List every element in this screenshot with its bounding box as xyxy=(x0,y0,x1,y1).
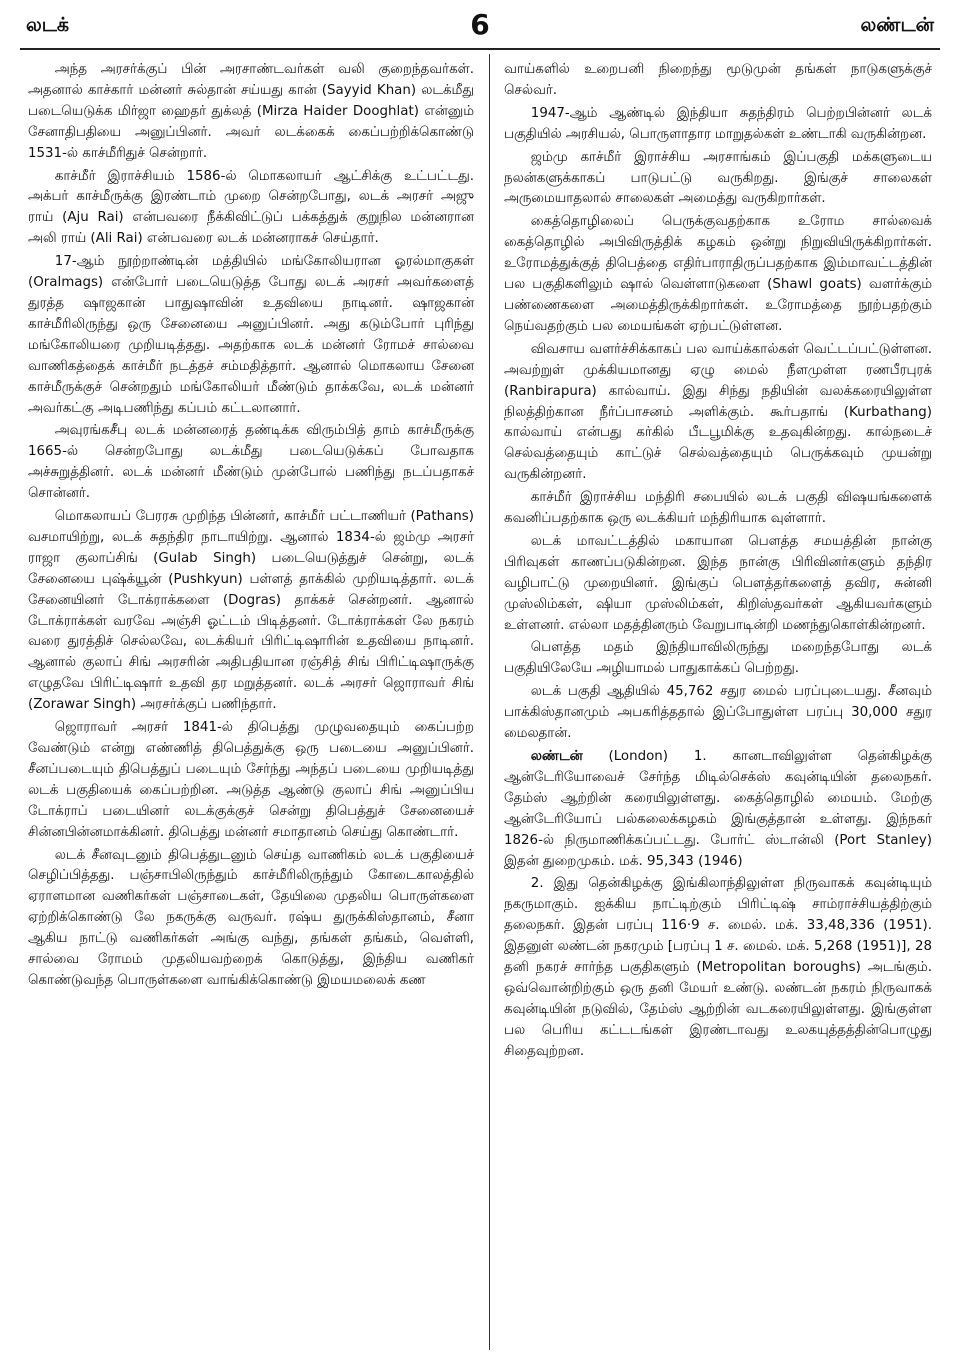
page-header xyxy=(26,10,934,46)
running-head-right: லண்டன் xyxy=(860,14,934,36)
column-divider xyxy=(489,54,490,1350)
paragraph: 17-ஆம் நூற்றாண்டின் மத்தியில் மங்கோலியரான ஓரல்மாகுகள் (Oralmags) என்போர் படையெடுத்த போது லடக் அரசர் அவர்களைத் துரத்த ஷாஜகான் பாதுஷாவின் உதவியை நாடினர். ஷாஜகான் காச்மீரிலிருந்து ஒரு சேனையை அனுப்பினர். அது கடும்போர் புரிந்து மங்கோலியரை முறியடித்தது. அதற்காக லடக் மன்னர் ரோமச் சால்வை வாணிகத்தைக் காச்மீர் நடத்தச் சம்மதித்தார். ஆனால் மொகலாய சேனை காச்மீருக்குச் சென்றதும் மங்கோலியர் மீண்டும் தாக்கவே, லடக் மன்னர் அவர்கட்கு அடிபணிந்து கப்பம் கட்டலானார். xyxy=(28,254,474,416)
paragraph: கைத்தொழிலைப் பெருக்குவதற்காக உரோம சால்வைக் கைத்தொழில் அபிவிருத்திக் கழகம் ஒன்று நிறுவியிருக்கிறார்கள். உரோமத்துக்குத் திபெத்தை எதிர்பாராதிருப்பதற்காக இம்மாவட்டத்தின் பல பகுதிகளிலும் ஷால் வெள்ளாடுகளை (Shawl goats) வளர்க்கும் பண்ணைகளை அமைத்திருக்கிறார்கள். உரோமத்தை நூற்பதற்கும் நெய்வதற்கும் பல மையங்கள் ஏற்பட்டுள்ளன. xyxy=(504,214,932,334)
paragraph: லடக் சீனவுடனும் திபெத்துடனும் செய்த வாணிகம் லடக் பகுதியைச் செழிப்பித்தது. பஞ்சாபிலிருந்தும் காச்மீரிலிருந்தும் கோடைகாலத்தில் ஏராளமான வணிகர்கள் பஞ்சாடைகள், தேயிலை முதலிய பொருள்களை ஏற்றிக்கொண்டு லே நகருக்கு வருவர். ரஷ்ய துருக்கிஸ்தானம், சீனா ஆகிய நாட்டு வணிகர்கள் அங்கு வந்து, தங்கள் தங்கம், வெள்ளி, சால்வை ரோமம் முதலியவற்றைக் கொடுத்து, இந்திய வணிகர் கொண்டுவந்த பொருள்களை வாங்கிக்கொண்டு இமயமலைக் கண xyxy=(28,847,474,988)
paragraph: விவசாய வளர்ச்சிக்காகப் பல வாய்க்கால்கள் வெட்டப்பட்டுள்ளன. அவற்றுள் முக்கியமானது ஏழு மைல் நீளமுள்ள ரணபீரபுரக் (Ranbirapura) கால்வாய். இது சிந்து நதியின் வலக்கரையிலுள்ள நிலத்திற்கான நீர்ப்பாசனம் அளிக்கும். கூர்பதாங் (Kurbathang) கால்வாய் என்பது கர்கில் பீடபூமிக்கு உதவுகின்றது. கால்நடைச் செல்வத்தையும் காட்டுச் செல்வத்தையும் பெருக்கவும் முயன்று வருகின்றனர். xyxy=(504,341,932,483)
page-number: 6 xyxy=(470,8,490,41)
paragraph: பௌத்த மதம் இந்தியாவிலிருந்து மறைந்தபோது லடக் பகுதியிலேயே அழியாமல் பாதுகாக்கப் பெற்றது. xyxy=(504,640,932,677)
header-rule xyxy=(20,48,940,50)
paragraph: மொகலாயப் பேரரசு முறிந்த பின்னர், காச்மீர் பட்டாணியர் (Pathans) வசமாயிற்று, லடக் சுதந்திர நாடாயிற்று. ஆனால் 1834-ல் ஜம்மு அரசர் ராஜா குலாப்சிங் (Gulab Singh) படையெடுத்துச் சென்று, லடக் சேனையை புஷ்க்யூன் (Pushkyun) பள்ளத் தாக்கில் முறியடித்தார். லடக் சேனையினர் டோக்ராக்களை (Dogras) தாக்கச் சென்றனர். ஆனால் டோக்ராக்கள் வரவே அஞ்சி ஓட்டம் பிடித்தனர். டோக்ராக்கள் லே நகரம் வரை துரத்திச் செல்லவே, லடக்கியர் பிரிட்டிஷாரின் உதவியை நாடினர். ஆனால் குலாப் சிங் அரசரின் அதிபதியான ரஞ்சித் சிங் பிரிட்டிஷாருக்கு எழுதவே பிரிட்டிஷார் உதவி தர மறுத்தனர். லடக் அரசர் ஜொராவர் சிங் (Zorawar Singh) அரசர்க்குப் பணிந்தார். xyxy=(28,509,474,713)
paragraph: 1947-ஆம் ஆண்டில் இந்தியா சுதந்திரம் பெற்றபின்னர் லடக் பகுதியில் அரசியல், பொருளாதார மாறுதல்கள் உண்டாகி வருகின்றன. xyxy=(504,105,932,142)
paragraph: லடக் மாவட்டத்தில் மகாயான பௌத்த சமயத்தின் நான்கு பிரிவுகள் காணப்படுகின்றன. இந்த நான்கு பிரிவினர்களும் தந்திர வழிபாட்டு முறையினர். இங்குப் பௌத்தர்களைத் தவிர, சுன்னி முஸ்லிம்கள், ஷியா முஸ்லிம்கள், கிறிஸ்தவர்கள் ஆகியவர்களும் உள்ளனர். எல்லா மதத்தினரும் வேறுபாடின்றி மணந்துகொள்கின்றனர். xyxy=(504,533,932,633)
paragraph: அவுரங்கசீபு லடக் மன்னரைத் தண்டிக்க விரும்பித் தாம் காச்மீருக்கு 1665-ல் சென்றபோது லடக்மீது படையெடுக்கப் போவதாக அச்சுறுத்தினர். லடக் மன்னர் மீண்டும் முன்போல் பணிந்து நடப்பதாகச் சொன்னர். xyxy=(28,423,474,502)
paragraph: லடக் பகுதி ஆதியில் 45,762 சதுர மைல் பரப்புடையது. சீனவும் பாக்கிஸ்தானமும் அபகரித்ததால் இப்போதுள்ள பரப்பு 30,000 சதுர மைலதான். xyxy=(504,684,932,742)
entry-london xyxy=(504,747,932,872)
left-column xyxy=(28,60,474,994)
entry-text: (London) 1. கானடாவிலுள்ள தென்கிழக்கு ஆன்டேரியோவைச் சேர்ந்த மிடில்செக்ஸ் கவுன்டியின் தலைநகர். தேம்ஸ் ஆற்றின் கரையிலுள்ளது. கைத்தொழில் மையம். மேற்கு ஆன்டேரியோப் பல்கலைக்கழகம் இங்குத்தான் உள்ளது. இந்நகர் 1826-ல் நிருமாணிக்கப்பட்டது. போர்ட் ஸ்டான்லி (Port Stanley) இதன் துறைமுகம். மக். 95,343 (1946) xyxy=(504,749,932,869)
right-column xyxy=(504,60,932,1065)
running-head-left: லடக் xyxy=(26,14,70,36)
paragraph: அந்த அரசர்க்குப் பின் அரசாண்டவர்கள் வலி குறைந்தவர்கள். அதனால் காச்கார் மன்னர் சுல்தான் சய்யது கான் (Sayyid Khan) லடக்மீது படையெடுக்க மிர்ஜா ஹைதர் துக்லத் (Mirza Haider Dooghlat) என்னும் சேனாதிபதியை அனுப்பினர். அவர் லடக்கைக் கைப்பற்றிக்கொண்டு 1531-ல் காச்மீரிதுச் சென்றார். xyxy=(28,62,474,161)
paragraph: காச்மீர் இராச்சியம் 1586-ல் மொகலாயர் ஆட்சிக்கு உட்பட்டது. அக்பர் காச்மீருக்கு இரண்டாம் முறை சென்றபோது, லடக் அரசர் அஜு ராய் (Aju Rai) என்பவரை நீக்கிவிட்டுப் பக்கத்துக் குறுநில மன்னரான அலி ராய் (Ali Rai) என்பவரை லடக் மன்னராகச் செய்தார். xyxy=(28,168,474,247)
paragraph: ஜொராவர் அரசர் 1841-ல் திபெத்து முழுவதையும் கைப்பற்ற வேண்டும் என்று எண்ணித் திபெத்துக்கு ஒரு படையை அனுப்பினர். சீனப்படையும் திபெத்துப் படையும் சேர்ந்து அந்தப் படையை முறியடித்து லடக் பகுதியைக் கைப்பற்றின. அடுத்த ஆண்டு குலாப் சிங் அனுப்பிய டோக்ராப் படையினர் லடக்குக்குச் சென்று திபெத்துச் சேனையைச் சின்னபின்னமாக்கினர். திபெத்து மன்னர் சமாதானம் செய்து கொண்டார். xyxy=(28,720,474,840)
paragraph: வாய்களில் உறைபனி நிறைந்து மூடுமுன் தங்கள் நாடுகளுக்குச் செல்வர். xyxy=(504,62,932,98)
paragraph: ஜம்மு காச்மீர் இராச்சிய அரசாங்கம் இப்பகுதி மக்களுடைய நலன்களுக்காகப் பாடுபட்டு வருகிறது. இங்குச் சாலைகள் அருமையாதலால் சாலைகள் அமைத்து வருகிறார்கள். xyxy=(504,149,932,207)
paragraph: 2. இது தென்கிழக்கு இங்கிலாந்திலுள்ள நிருவாகக் கவுன்டியும் நகருமாகும். ஐக்கிய நாட்டிற்கும் பிரிட்டிஷ் சாம்ராச்சியத்திற்கும் தலைநகர். இதன் பரப்பு 116·9 ச. மைல். மக். 33,48,336 (1951). இதனுள் லண்டன் நகரமும் [பரப்பு 1 ச. மைல். மக். 5,268 (1951)], 28 தனி நகரச் சார்ந்த பகுதிகளும் (Metropolitan boroughs) அடங்கும். ஒவ்வொன்றிற்கும் ஒரு தனி மேயர் உண்டு. லண்டன் நகரம் நிருவாகக் கவுன்டியின் நடுவில், தேம்ஸ் ஆற்றின் வடகரையிலுள்ளது. இங்குள்ள பல பெரிய கட்டடங்கள் இரண்டாவது உலகயுத்தத்தின்பொழுது சிதைவுற்றன. xyxy=(504,876,932,1059)
entry-headword: லண்டன் xyxy=(530,749,583,764)
paragraph: காச்மீர் இராச்சிய மந்திரி சபையில் லடக் பகுதி விஷயங்களைக் கவனிப்பதற்காக ஒரு லடக்கியர் மந்திரியாக வுள்ளார். xyxy=(504,490,932,527)
